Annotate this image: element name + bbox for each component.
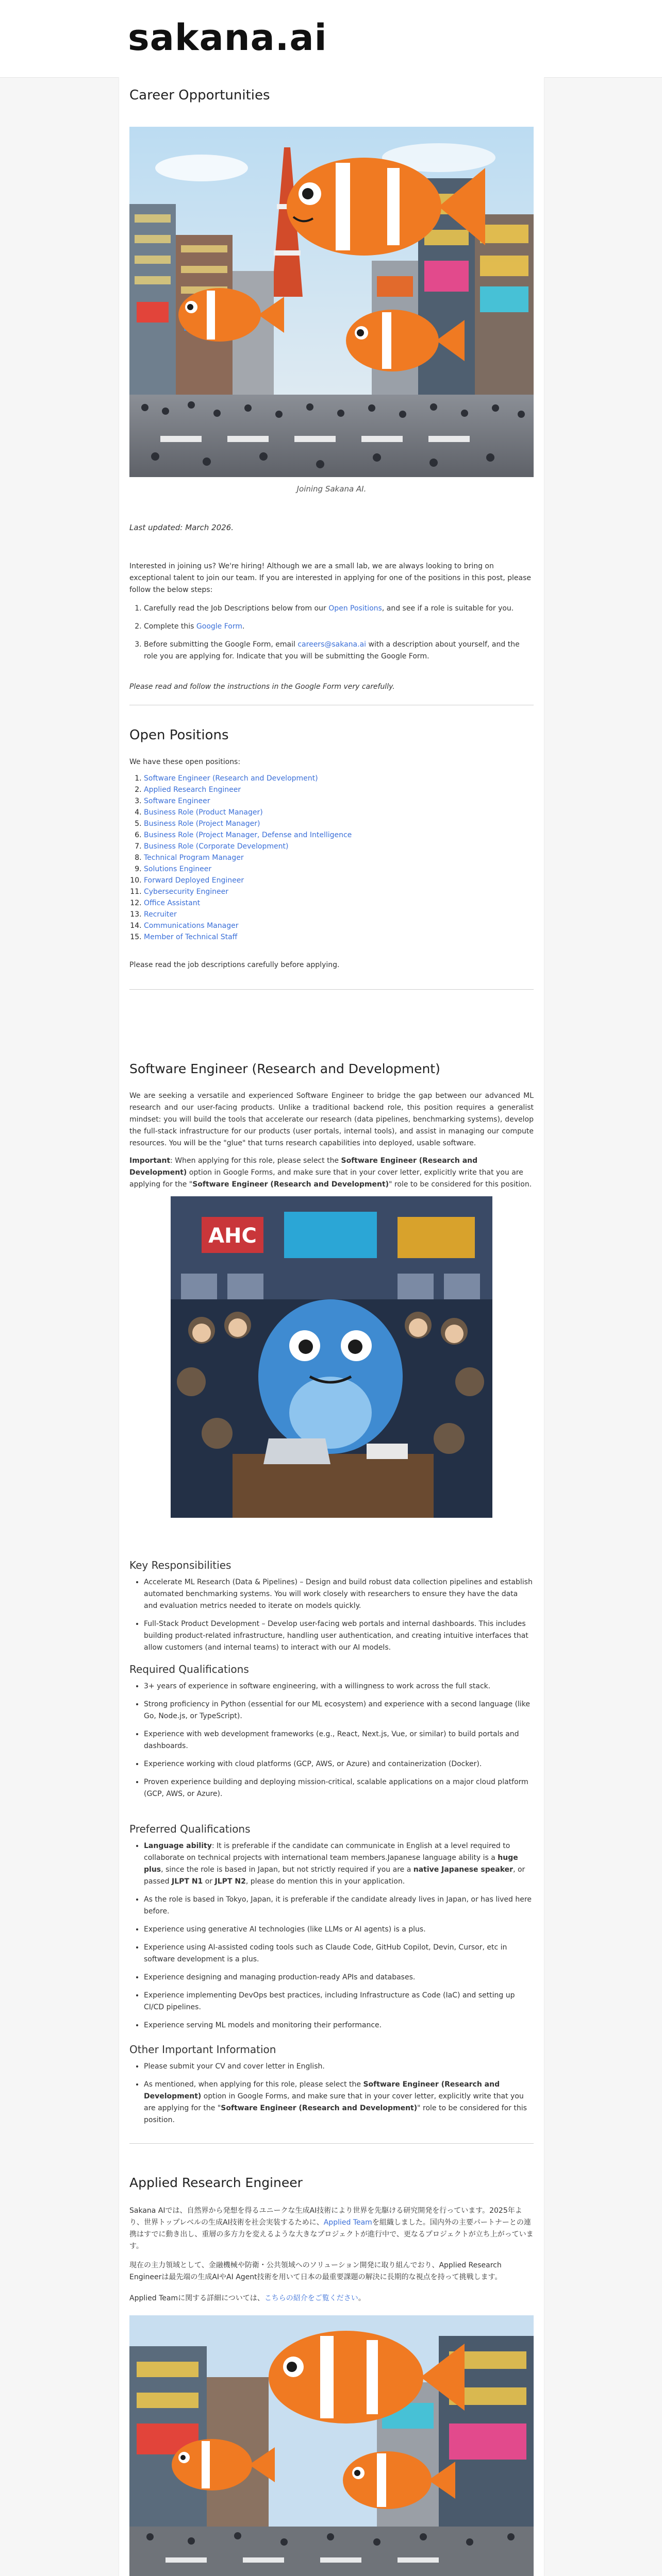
required-qualifications-title: Required Qualifications: [129, 1663, 249, 1675]
position-link[interactable]: Solutions Engineer: [144, 865, 212, 873]
applied-team-detail-link[interactable]: こちらの紹介をご覧ください: [264, 2294, 358, 2302]
intro-paragraph: Interested in joining us? We're hiring! Although we are a small lab, we are always looking to bring on exceptional talent to join our team. If you are interested in applying for one of the positions in this post, please follow the below steps:: [129, 562, 532, 594]
list-item: • Experience serving ML models and monitoring their performance.: [144, 2020, 534, 2031]
step-2: 2. Complete this Google Form.: [144, 621, 534, 633]
list-item: • 3+ years of experience in software engineering, with a willingness to work across the full stack.: [144, 1681, 534, 1692]
list-item: • Experience using generative AI technologies (like LLMs or AI agents) is a plus.: [144, 1924, 534, 1936]
position-item: [144, 773, 534, 784]
are-more: Applied Teamに関する詳細については、こちらの紹介をご覧ください。: [129, 2294, 366, 2302]
position-item: [144, 818, 534, 829]
position-item: [144, 841, 534, 852]
article: [119, 77, 544, 2576]
position-link[interactable]: Software Engineer (Research and Development): [144, 774, 318, 783]
step-1: 1. Carefully read the Job Descriptions below from our Open Positions, and see if a role is suitable for you.: [144, 603, 534, 615]
positions-list: [129, 773, 534, 943]
form-note: Please read and follow the instructions in the Google Form very carefully.: [129, 683, 395, 691]
open-positions-lead: We have these open positions:: [129, 758, 241, 766]
svg-text:AHC: AHC: [208, 1224, 257, 1248]
apply-steps: [129, 603, 534, 669]
open-positions-link[interactable]: Open Positions: [328, 604, 382, 613]
are-focus: 現在の主力領域として、金融機械や防衛・公共領域へのソリューション開発に取り組んでおり、Applied Research Engineerは最先端の生成AIやAI Agent技術を用いて日本の最重要課題の解決に長期的な視点を持って挑戦します。: [129, 2261, 502, 2281]
swe-rd-description: We are seeking a versatile and experienced Software Engineer to bridge the gap between our advanced ML research and our user-facing products. Unlike a traditional backend role, this position requires a generalist mindset: you will build the tools that accelerate our research (data pipelines, benchmarking systems), develop the full-stack infrastructure for our products (user portals, internal tools), and assist in managing our compute resources. You will be the "glue" that turns research capabilities into deployed, usable software.: [129, 1092, 534, 1147]
list-item: • Proven experience building and deploying mission-critical, scalable applications on a major cloud platform (GCP, AWS, or Azure).: [144, 1776, 534, 1800]
swe-rd-image-wrap: [129, 1196, 534, 1518]
site-header: [0, 0, 662, 78]
list-item: • Experience designing and managing production-ready APIs and databases.: [144, 1972, 534, 1984]
key-responsibilities: [129, 1577, 534, 1660]
list-item: • Strong proficiency in Python (essential for our ML ecosystem) and experience with a second language (like Go, Node.js, or TypeScript).: [144, 1699, 534, 1722]
are-title: Applied Research Engineer: [129, 2175, 303, 2190]
applied-team-link[interactable]: Applied Team: [323, 2218, 372, 2227]
last-updated: Last updated: March 2026.: [129, 523, 234, 532]
google-form-link[interactable]: Google Form: [196, 622, 243, 631]
swe-rd-important: Important: When applying for this role, please select the Software Engineer (Research and Development) option in Google Forms, and make sure that in your cover letter, explicitly write that you are applying for the "Software Engineer (Research and Development)" role to be considered for this position.: [129, 1157, 532, 1189]
list-item: • Full-Stack Product Development – Develop user-facing web portals and internal dashboards. This includes building product-related infrastructure, handling user authentication, and creating intuitive interfaces that allow customers (and internal teams) to interact with our AI models.: [144, 1618, 534, 1654]
career-title: Career Opportunities: [129, 88, 270, 103]
position-link[interactable]: Business Role (Project Manager): [144, 820, 260, 828]
position-item: [144, 784, 534, 795]
divider: [129, 2143, 534, 2144]
position-item: [144, 909, 534, 920]
list-item: • Please submit your CV and cover letter in English.: [144, 2061, 534, 2073]
position-item: [144, 807, 534, 818]
step-3: 3. Before submitting the Google Form, email careers@sakana.ai with a description about yourself, and the role you are applying for. Indicate that you will be submitting the Google Form.: [144, 639, 534, 663]
preferred-qualifications-title: Preferred Qualifications: [129, 1823, 251, 1835]
position-link[interactable]: Recruiter: [144, 910, 177, 919]
position-item: [144, 863, 534, 875]
position-link[interactable]: Technical Program Manager: [144, 854, 244, 862]
swe-rd-image: [171, 1196, 492, 1518]
positions-after: Please read the job descriptions carefully before applying.: [129, 961, 340, 969]
position-item: [144, 852, 534, 863]
divider: [129, 989, 534, 990]
list-item: • Experience implementing DevOps best practices, including Infrastructure as Code (IaC) and setting up CI/CD pipelines.: [144, 1990, 534, 2013]
list-item: • As mentioned, when applying for this role, please select the Software Engineer (Research and Development) option in Google Forms, and make sure that in your cover letter, explicitly write that you are applying for the "Software Engineer (Research and Development)" role to be considered for this position.: [144, 2079, 534, 2126]
position-item: [144, 886, 534, 897]
other-info: [129, 2061, 534, 2132]
position-link[interactable]: Member of Technical Staff: [144, 933, 238, 941]
position-link[interactable]: Office Assistant: [144, 899, 201, 907]
are-image: [129, 2315, 534, 2576]
are-intro: Sakana AIでは、自然界から発想を得るユニークな生成AI技術により世界を先駆ける研究開発を行っています。2025年より、世界トップレベルの生成AI技術を社会実装するために、Applied Teamを組織しました。国内外の主要パートナーとの連携はすでに動き出し、重層の多方力を変えるような大きなプロジェクトが進行中で、更なるプロジェクトが立ち上がっています。: [129, 2207, 534, 2250]
position-item: [144, 897, 534, 909]
list-item: • Experience using AI-assisted coding tools such as Claude Code, GitHub Copilot, Devin, Cursor, etc in software development is a plus.: [144, 1942, 534, 1965]
list-item: • Language ability: It is preferable if the candidate can communicate in English at a level required to collaborate on technical projects with international team members.Japanese language ability is a huge plus, since the role is based in Japan, but not strictly required if you are a native Japanese speaker, or passed JLPT N1 or JLPT N2, please do mention this in your application.: [144, 1840, 534, 1888]
position-link[interactable]: Software Engineer: [144, 797, 210, 805]
preferred-qualifications: [129, 1840, 534, 2038]
hero-caption: Joining Sakana AI.: [296, 484, 367, 494]
position-link[interactable]: Communications Manager: [144, 922, 239, 930]
open-positions-title: Open Positions: [129, 727, 229, 743]
position-link[interactable]: Forward Deployed Engineer: [144, 876, 244, 885]
position-item: [144, 875, 534, 886]
swe-rd-title: Software Engineer (Research and Development): [129, 1061, 440, 1076]
careers-email-link[interactable]: careers@sakana.ai: [297, 640, 367, 649]
position-item: [144, 795, 534, 807]
list-item: • Experience with web development frameworks (e.g., React, Next.js, Vue, or similar) to build portals and dashboards.: [144, 1728, 534, 1752]
position-item: [144, 931, 534, 943]
required-qualifications: [129, 1681, 534, 1806]
list-item: • Experience working with cloud platforms (GCP, AWS, or Azure) and containerization (Docker).: [144, 1758, 534, 1770]
position-link[interactable]: Business Role (Corporate Development): [144, 842, 289, 851]
hero-image: [129, 127, 534, 477]
position-item: [144, 920, 534, 931]
list-item: • As the role is based in Tokyo, Japan, it is preferable if the candidate already lives in Japan, or has lived here before.: [144, 1894, 534, 1918]
position-item: [144, 829, 534, 841]
position-link[interactable]: Cybersecurity Engineer: [144, 888, 229, 896]
list-item: • Accelerate ML Research (Data & Pipelines) – Design and build robust data collection pipelines and establish automated benchmarking systems. You will work closely with researchers to ensure they have the data and evaluation metrics needed to iterate on models quickly.: [144, 1577, 534, 1612]
other-info-title: Other Important Information: [129, 2043, 276, 2056]
key-responsibilities-title: Key Responsibilities: [129, 1559, 231, 1571]
position-link[interactable]: Business Role (Product Manager): [144, 808, 263, 817]
position-link[interactable]: Applied Research Engineer: [144, 786, 241, 794]
site-logo[interactable]: sakana.ai: [128, 16, 327, 59]
position-link[interactable]: Business Role (Project Manager, Defense and Intelligence: [144, 831, 352, 839]
